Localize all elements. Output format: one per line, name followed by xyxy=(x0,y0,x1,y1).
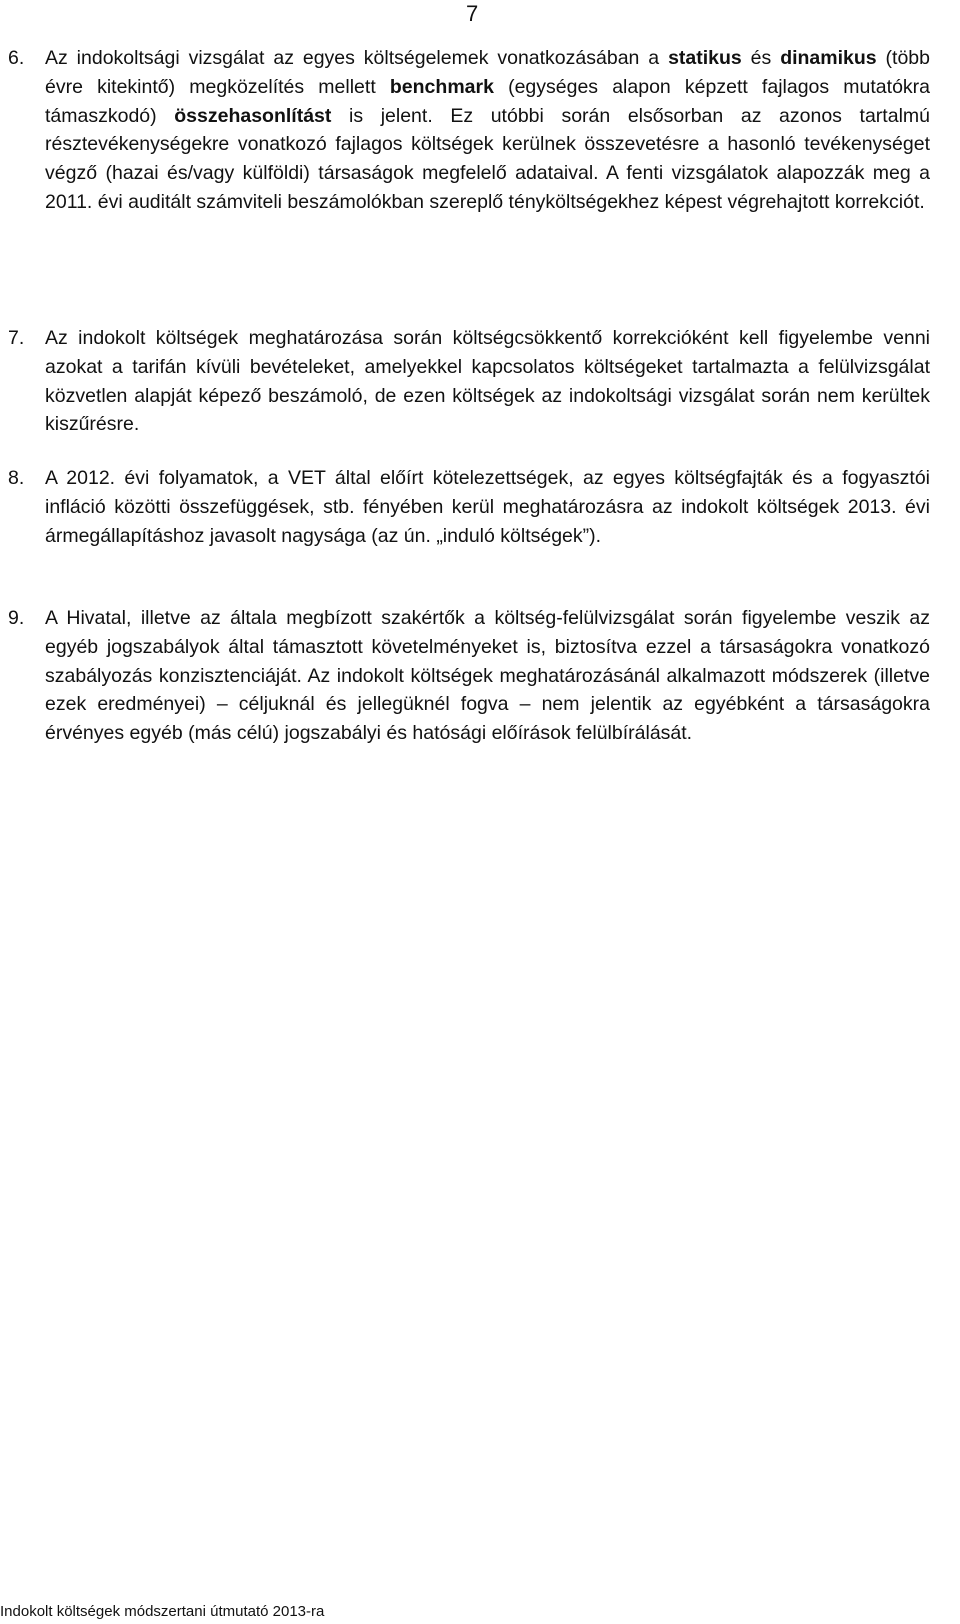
bold-term: összehasonlítást xyxy=(174,104,332,127)
paragraph-text xyxy=(45,604,930,748)
numbered-paragraph-9 xyxy=(8,604,930,748)
text-run: (egységes alapon képzett fajlagos mutatókra támaszkodó) xyxy=(45,75,931,127)
paragraph-text xyxy=(45,464,930,550)
paragraph-number: 9. xyxy=(8,607,25,629)
paragraph-text xyxy=(45,324,930,439)
text-run: Az indokolt költségek meghatározása során költségcsökkentő korrekcióként kell figyelembe venni azokat a tarifán kívüli bevételeket, amelyekkel kapcsolatos költségeket tartalmazta a felülvizsgálat közvetlen alapját képező beszámoló, de ezen költségek az indokoltsági vizsgálat során nem kerültek kiszűrésre. xyxy=(45,327,930,436)
paragraph-number: 8. xyxy=(8,467,25,489)
paragraph-number: 6. xyxy=(8,47,25,69)
text-run: Az indokoltsági vizsgálat az egyes költségelemek vonatkozásában a xyxy=(45,47,669,69)
bold-term: dinamikus xyxy=(780,47,877,69)
numbered-paragraph-6 xyxy=(8,44,930,217)
page-footer: Indokolt költségek módszertani útmutató 2013-ra xyxy=(0,1603,325,1620)
paragraph-text xyxy=(45,44,930,217)
text-run: és xyxy=(741,47,781,69)
numbered-paragraph-8 xyxy=(8,464,930,550)
paragraph-number: 7. xyxy=(8,327,25,349)
bold-term: statikus xyxy=(668,47,742,69)
page-number: 7 xyxy=(466,1,479,26)
numbered-paragraph-7 xyxy=(8,324,930,439)
text-run: is jelent. Ez utóbbi során elsősorban az azonos tartalmú résztevékenységekre vonatkozó fajlagos költségek kerülnek összevetésre a hasonló tevékenységet végző (hazai és/vagy külföldi) társaságok megfelelő adataival. A fenti vizsgálatok alapozzák meg a 2011. évi auditált számviteli beszámolókban szereplő tényköltségekhez képest végrehajtott korrekciót. xyxy=(45,104,930,213)
text-run: A Hivatal, illetve az általa megbízott szakértők a költség-felülvizsgálat során figyelembe veszik az egyéb jogszabályok által támasztott követelményeket is, biztosítva ezzel a társaságokra vonatkozó szabályozás konzisztenciáját. Az indokolt költségek meghatározásánál alkalmazott módszerek (illetve ezek eredményei) – céljuknál és jellegüknél fogva – nem jelentik az egyébként a társaságokra érvényes egyéb (más célú) jogszabályi és hatósági előírások felülbírálását. xyxy=(45,607,930,745)
text-run: (több évre kitekintő) megközelítés mellett xyxy=(45,47,930,98)
bold-term: benchmark xyxy=(389,75,494,98)
text-run: A 2012. évi folyamatok, a VET által előírt kötelezettségek, az egyes költségfajták és a fogyasztói infláció közötti összefüggések, stb. fényében kerül meghatározásra az indokolt költségek 2013. évi ármegállapításhoz javasolt nagysága (az ún. „induló költségek”). xyxy=(45,467,930,547)
